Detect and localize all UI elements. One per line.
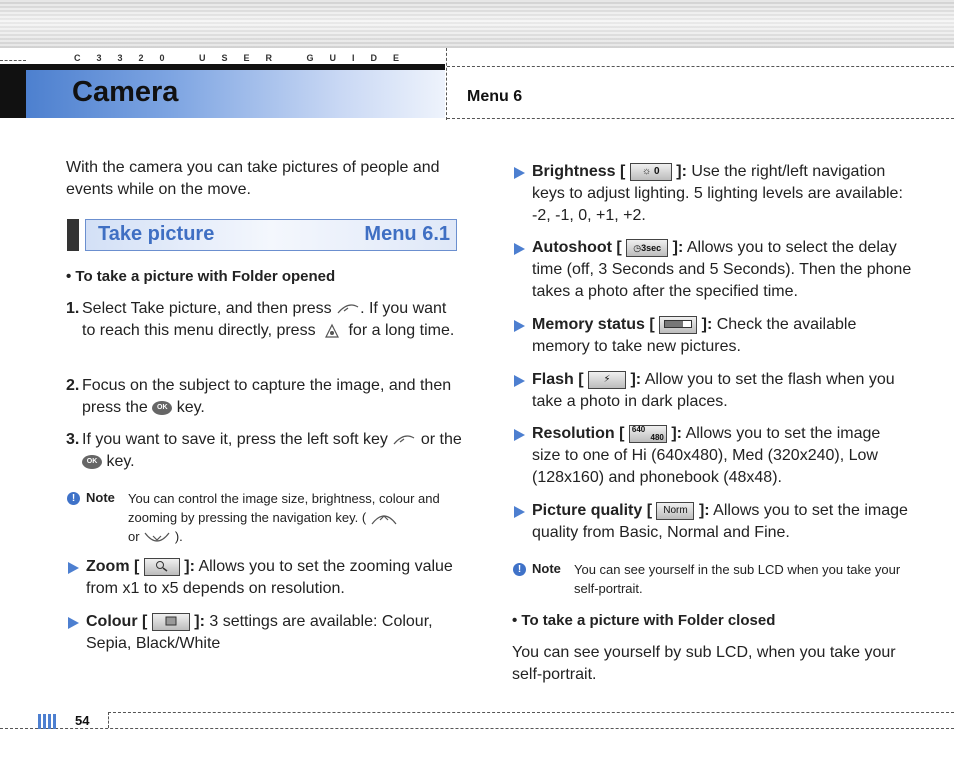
- quality-item: [532, 500, 912, 544]
- memory-item: [532, 314, 912, 358]
- nav-down-icon: [143, 531, 171, 545]
- ok-key-icon: [320, 323, 344, 339]
- step-number: 1.: [66, 300, 80, 317]
- note-text-part: or: [128, 529, 140, 544]
- quality-label: Picture quality [: [532, 502, 653, 519]
- note-label: Note: [86, 490, 115, 505]
- header-block: [0, 64, 26, 118]
- note-icon: !: [67, 492, 80, 505]
- step-text: or the: [420, 431, 462, 448]
- divider: [447, 66, 954, 67]
- bullet-arrow-icon: [68, 562, 79, 574]
- zoom-text: Allows you to set the zooming value from x1 to x5 depends on resolution.: [86, 558, 453, 597]
- memory-label: Memory status [: [532, 316, 655, 333]
- bullet-arrow-icon: [514, 429, 525, 441]
- bullet-arrow-icon: [68, 617, 79, 629]
- step-text: key.: [176, 399, 205, 416]
- section-menu: Menu 6.1: [364, 223, 450, 245]
- zoom-close: ]:: [184, 558, 195, 575]
- colour-icon: [152, 613, 190, 631]
- intro-text: With the camera you can take pictures of people and events while on the move.: [66, 159, 440, 198]
- autoshoot-label: Autoshoot [: [532, 239, 622, 256]
- resolution-icon: [629, 425, 667, 443]
- step-number: 2.: [66, 377, 80, 394]
- step-1: [82, 298, 462, 342]
- brightness-text: Use the right/left navigation keys to adjust lighting. 5 lighting levels are available: -2, -1, 0, +1, +2.: [532, 163, 903, 224]
- section-title: Take picture: [98, 223, 215, 245]
- autoshoot-item: [532, 237, 912, 303]
- quality-icon: [656, 502, 694, 520]
- bullet-arrow-icon: [514, 320, 525, 332]
- brightness-icon-text: 0: [653, 165, 660, 177]
- subheading: • To take a picture with Folder opened: [66, 268, 336, 285]
- resolution-label: Resolution [: [532, 425, 625, 442]
- flash-text: Allow you to set the flash when you take a photo in dark places.: [532, 371, 895, 410]
- menu-label: Menu 6: [467, 88, 523, 105]
- brightness-item: [532, 161, 912, 227]
- resolution-text: Allows you to set the image size to one of Hi (640x480), Med (320x240), Low (128x160) and phonebook (48x48).: [532, 425, 881, 486]
- step-text: Select Take picture, and then press: [82, 300, 332, 317]
- header-band: [0, 0, 954, 48]
- step-number: 3.: [66, 431, 80, 448]
- footer-divider: [0, 728, 954, 729]
- resolution-close: ]:: [671, 425, 682, 442]
- section-header: [67, 219, 456, 251]
- colour-text: 3 settings are available: Colour, Sepia, Black/White: [86, 613, 433, 652]
- memory-icon: [659, 316, 697, 334]
- timer-icon-text: 3sec: [641, 242, 662, 253]
- note-text: You can see yourself in the sub LCD when you take your self-portrait.: [574, 562, 901, 596]
- flash-icon: ⚡: [588, 371, 626, 389]
- flash-close: ]:: [630, 371, 642, 388]
- quality-close: ]:: [698, 502, 710, 519]
- colour-label: Colour [: [86, 613, 148, 630]
- note-label: Note: [532, 561, 561, 576]
- soft-key-icon: [392, 434, 416, 446]
- step-text: If you want to save it, press the left soft key: [82, 431, 388, 448]
- note-text-part: ).: [174, 529, 183, 544]
- divider: [447, 118, 954, 119]
- resolution-icon-bottom: 480: [650, 432, 664, 442]
- bullet-arrow-icon: [514, 375, 525, 387]
- bullet-arrow-icon: [514, 506, 525, 518]
- brightness-close: ]:: [676, 163, 687, 180]
- ok-key-icon: OK: [152, 401, 172, 415]
- divider: [108, 712, 109, 728]
- nav-up-icon: [370, 512, 398, 526]
- zoom-label: Zoom [: [86, 558, 140, 575]
- page-number: 54: [75, 713, 90, 728]
- colour-item: [86, 611, 456, 655]
- step-text: . If you want to reach this menu directly, press: [82, 300, 447, 339]
- step-text: Focus on the subject to capture the image, and then press the: [82, 377, 452, 416]
- timer-icon: ◷3sec: [626, 239, 668, 257]
- note-text-part: You can control the image size, brightness, colour and zooming by pressing the navigation key. (: [128, 491, 440, 525]
- divider: [446, 48, 447, 120]
- guide-label: C3320 USER GUIDE: [74, 53, 416, 63]
- resolution-icon-top: 640: [631, 424, 646, 434]
- page-title: Camera: [72, 76, 179, 108]
- brightness-label: Brightness [: [532, 163, 626, 180]
- colour-close: ]:: [194, 613, 205, 630]
- step-3: [82, 429, 462, 473]
- memory-close: ]:: [701, 316, 713, 333]
- resolution-item: [532, 423, 912, 489]
- divider: [0, 60, 26, 61]
- step-text: for a long time.: [348, 322, 455, 339]
- autoshoot-close: ]:: [672, 239, 684, 256]
- soft-key-icon: [336, 303, 360, 315]
- note-text: [128, 489, 453, 546]
- zoom-icon: [144, 558, 180, 576]
- autoshoot-text: Allows you to select the delay time (off, 3 Seconds and 5 Seconds). Then the phone takes a photo after the specified time.: [532, 239, 912, 300]
- ok-key-icon: OK: [82, 455, 102, 469]
- flash-label: Flash [: [532, 371, 584, 388]
- brightness-icon: ☼ 0: [630, 163, 672, 181]
- quality-text: Allows you to set the image quality from Basic, Normal and Fine.: [532, 502, 908, 541]
- zoom-item: [86, 556, 456, 600]
- step-2: [82, 375, 462, 419]
- divider: [108, 712, 954, 713]
- bullet-arrow-icon: [514, 243, 525, 255]
- subheading: • To take a picture with Folder closed: [512, 612, 776, 629]
- step-text: key.: [106, 453, 135, 470]
- quality-icon-text: Norm: [663, 504, 688, 516]
- bullet-arrow-icon: [514, 167, 525, 179]
- note-icon: !: [513, 563, 526, 576]
- memory-text: Check the available memory to take new pictures.: [532, 316, 857, 355]
- closed-text: You can see yourself by sub LCD, when you take your self-portrait.: [512, 644, 896, 683]
- footer-bars: [38, 714, 58, 734]
- flash-item: [532, 369, 912, 413]
